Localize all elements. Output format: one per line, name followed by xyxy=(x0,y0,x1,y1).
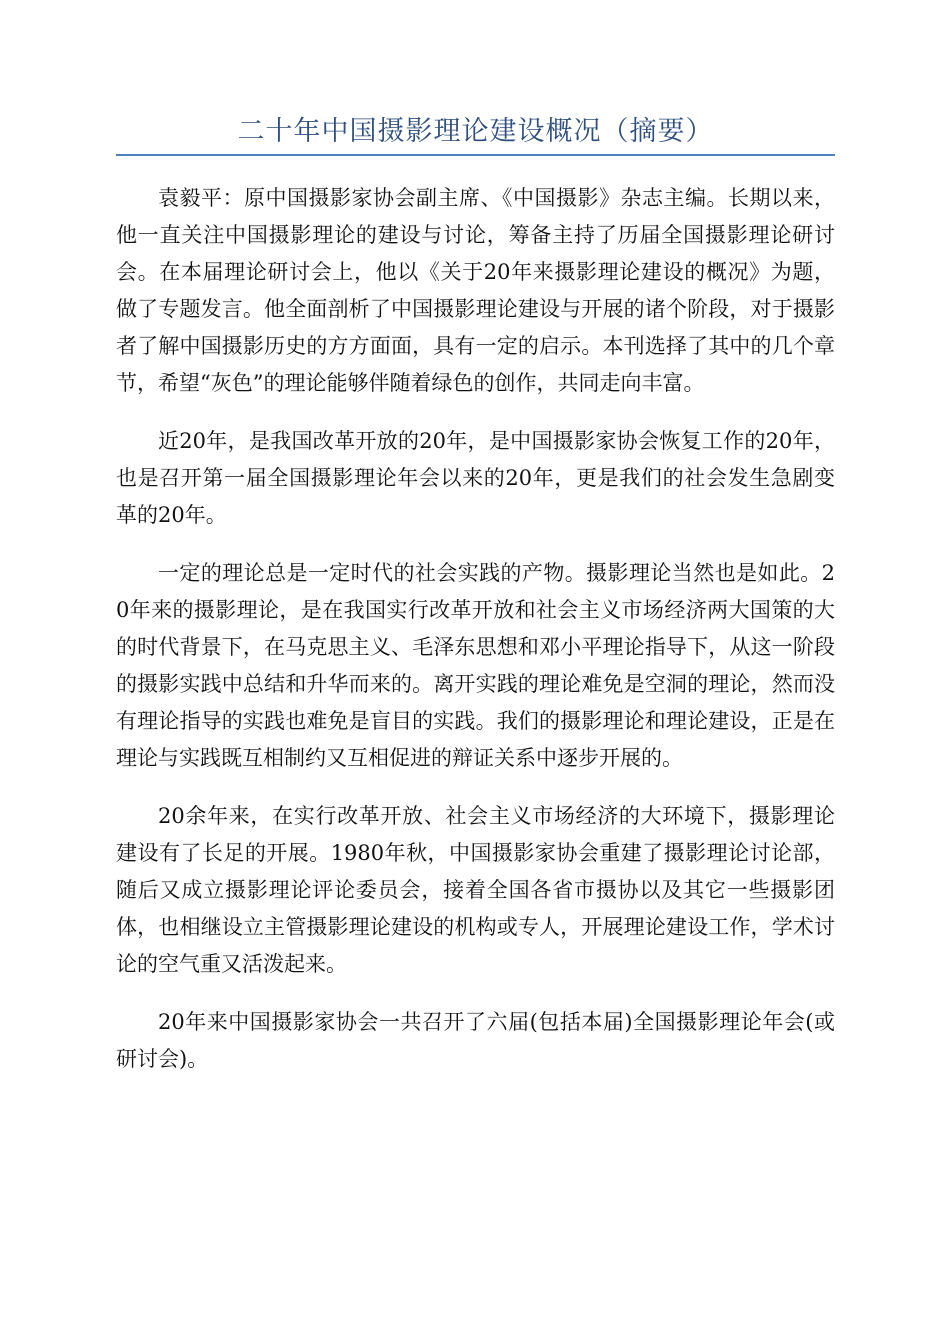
paragraph-theory-development: 20余年来，在实行改革开放、社会主义市场经济的大环境下，摄影理论建设有了长足的开展。1980年秋，中国摄影家协会重建了摄影理论讨论部，随后又成立摄影理论评论委员会，接着全国各省市摄协以及其它一些摄影团体，也相继设立主管摄影理论建设的机构或专人，开展理论建设工作，学术讨论的空气重又活泼起来。 xyxy=(116,804,835,976)
paragraph-annual-conferences: 20年来中国摄影家协会一共召开了六届(包括本届)全国摄影理论年会(或研讨会)。 xyxy=(116,1010,835,1071)
document-title: 二十年中国摄影理论建设概况（摘要） xyxy=(116,112,835,156)
document-body xyxy=(116,180,835,1078)
paragraph-author-intro: 袁毅平：原中国摄影家协会副主席、《中国摄影》杂志主编。长期以来，他一直关注中国摄影理论的建设与讨论，筹备主持了历届全国摄影理论研讨会。在本届理论研讨会上，他以《关于20年来摄影理论建设的概况》为题，做了专题发言。他全面剖析了中国摄影理论建设与开展的诸个阶段，对于摄影者了解中国摄影历史的方方面面，具有一定的启示。本刊选择了其中的几个章节，希望“灰色”的理论能够伴随着绿色的创作，共同走向丰富。 xyxy=(116,186,835,395)
paragraph-theory-practice: 一定的理论总是一定时代的社会实践的产物。摄影理论当然也是如此。20年来的摄影理论，是在我国实行改革开放和社会主义市场经济两大国策的大的时代背景下，在马克思主义、毛泽东思想和邓小平理论指导下，从这一阶段的摄影实践中总结和升华而来的。离开实践的理论难免是空洞的理论，然而没有理论指导的实践也难免是盲目的实践。我们的摄影理论和理论建设，正是在理论与实践既互相制约又互相促进的辩证关系中逐步开展的。 xyxy=(116,561,835,770)
document-page xyxy=(116,112,835,1099)
paragraph-twenty-years: 近20年，是我国改革开放的20年，是中国摄影家协会恢复工作的20年，也是召开第一届全国摄影理论年会以来的20年，更是我们的社会发生急剧变革的20年。 xyxy=(116,429,835,527)
